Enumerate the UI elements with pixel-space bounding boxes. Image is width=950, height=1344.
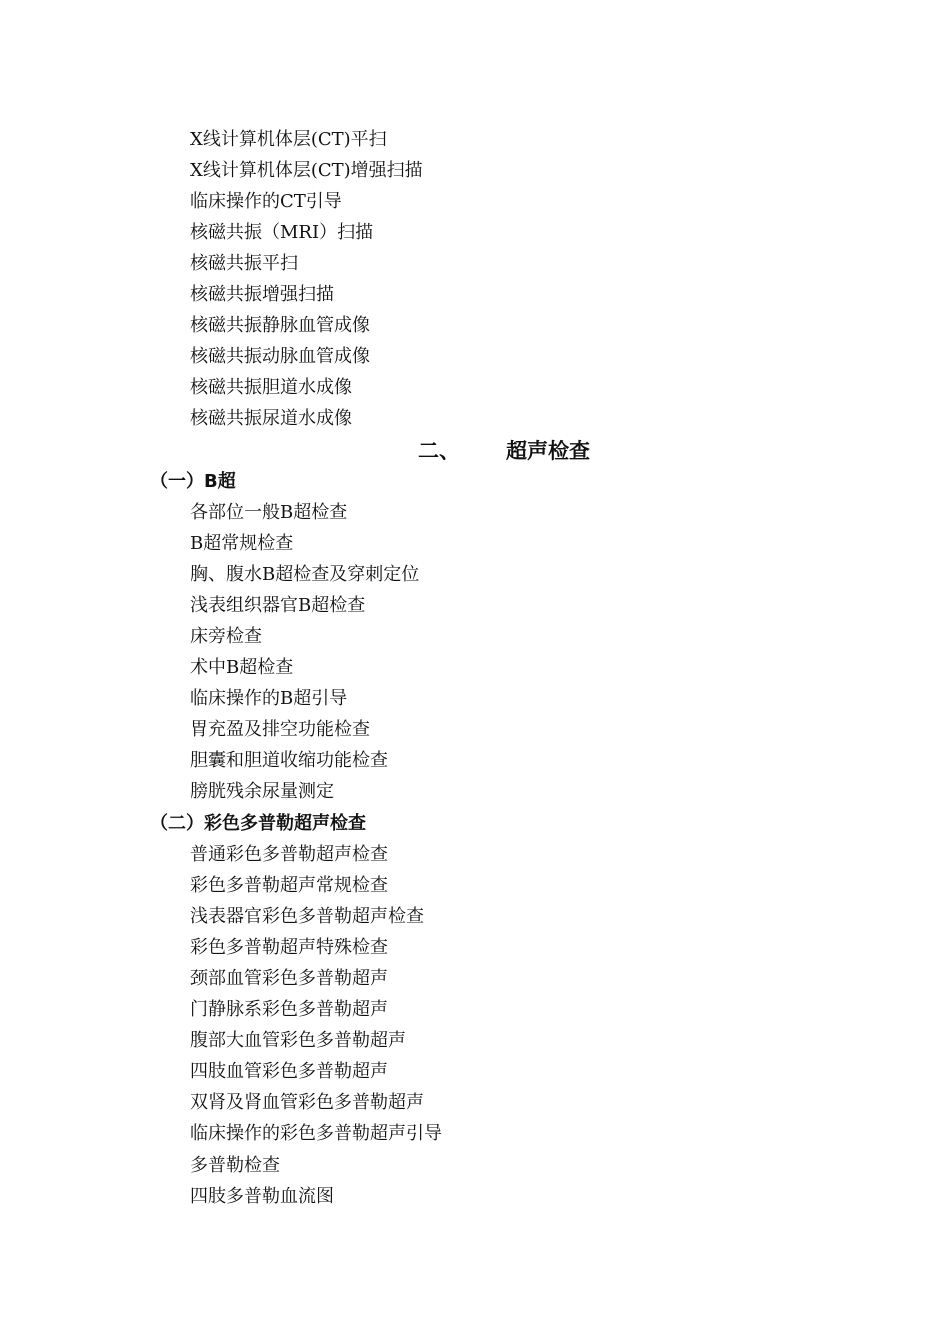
list-item: X线计算机体层(CT)增强扫描 <box>190 160 423 181</box>
list-item: 核磁共振增强扫描 <box>190 284 334 305</box>
list-item: X线计算机体层(CT)平扫 <box>190 129 387 150</box>
list-item: 床旁检查 <box>190 626 262 647</box>
list-item: 核磁共振（MRI）扫描 <box>190 222 374 243</box>
list-item: 胃充盈及排空功能检查 <box>190 719 370 740</box>
list-item: 各部位一般B超检查 <box>190 502 348 523</box>
list-item: 核磁共振尿道水成像 <box>190 408 352 429</box>
list-item: B超常规检查 <box>190 533 294 554</box>
subsection-heading-b-ultrasound: （一）B超 <box>150 471 236 492</box>
list-item: 核磁共振静脉血管成像 <box>190 315 370 336</box>
section-number: 二、 <box>418 439 460 463</box>
list-item: 彩色多普勒超声常规检查 <box>190 875 388 896</box>
list-item: 核磁共振平扫 <box>190 253 298 274</box>
list-item: 膀胱残余尿量测定 <box>190 781 334 802</box>
list-item: 多普勒检查 <box>190 1155 280 1176</box>
list-item: 术中B超检查 <box>190 657 294 678</box>
list-item: 四肢血管彩色多普勒超声 <box>190 1061 388 1082</box>
list-item: 彩色多普勒超声特殊检查 <box>190 937 388 958</box>
list-item: 双肾及肾血管彩色多普勒超声 <box>190 1092 424 1113</box>
list-item: 核磁共振胆道水成像 <box>190 377 352 398</box>
list-item: 普通彩色多普勒超声检查 <box>190 844 388 865</box>
section-title: 超声检查 <box>506 439 590 463</box>
list-item: 胸、腹水B超检查及穿刺定位 <box>190 564 420 585</box>
list-item: 颈部血管彩色多普勒超声 <box>190 968 388 989</box>
list-item: 临床操作的CT引导 <box>190 191 342 212</box>
list-item: 腹部大血管彩色多普勒超声 <box>190 1030 406 1051</box>
list-item: 浅表器官彩色多普勒超声检查 <box>190 906 424 927</box>
list-item: 临床操作的B超引导 <box>190 688 348 709</box>
list-item: 浅表组织器官B超检查 <box>190 595 366 616</box>
list-item: 临床操作的彩色多普勒超声引导 <box>190 1123 442 1144</box>
subsection-heading-color-doppler: （二）彩色多普勒超声检查 <box>150 813 366 834</box>
list-item: 核磁共振动脉血管成像 <box>190 346 370 367</box>
list-item: 胆囊和胆道收缩功能检查 <box>190 750 388 771</box>
list-item: 门静脉系彩色多普勒超声 <box>190 999 388 1020</box>
list-item: 四肢多普勒血流图 <box>190 1186 334 1207</box>
